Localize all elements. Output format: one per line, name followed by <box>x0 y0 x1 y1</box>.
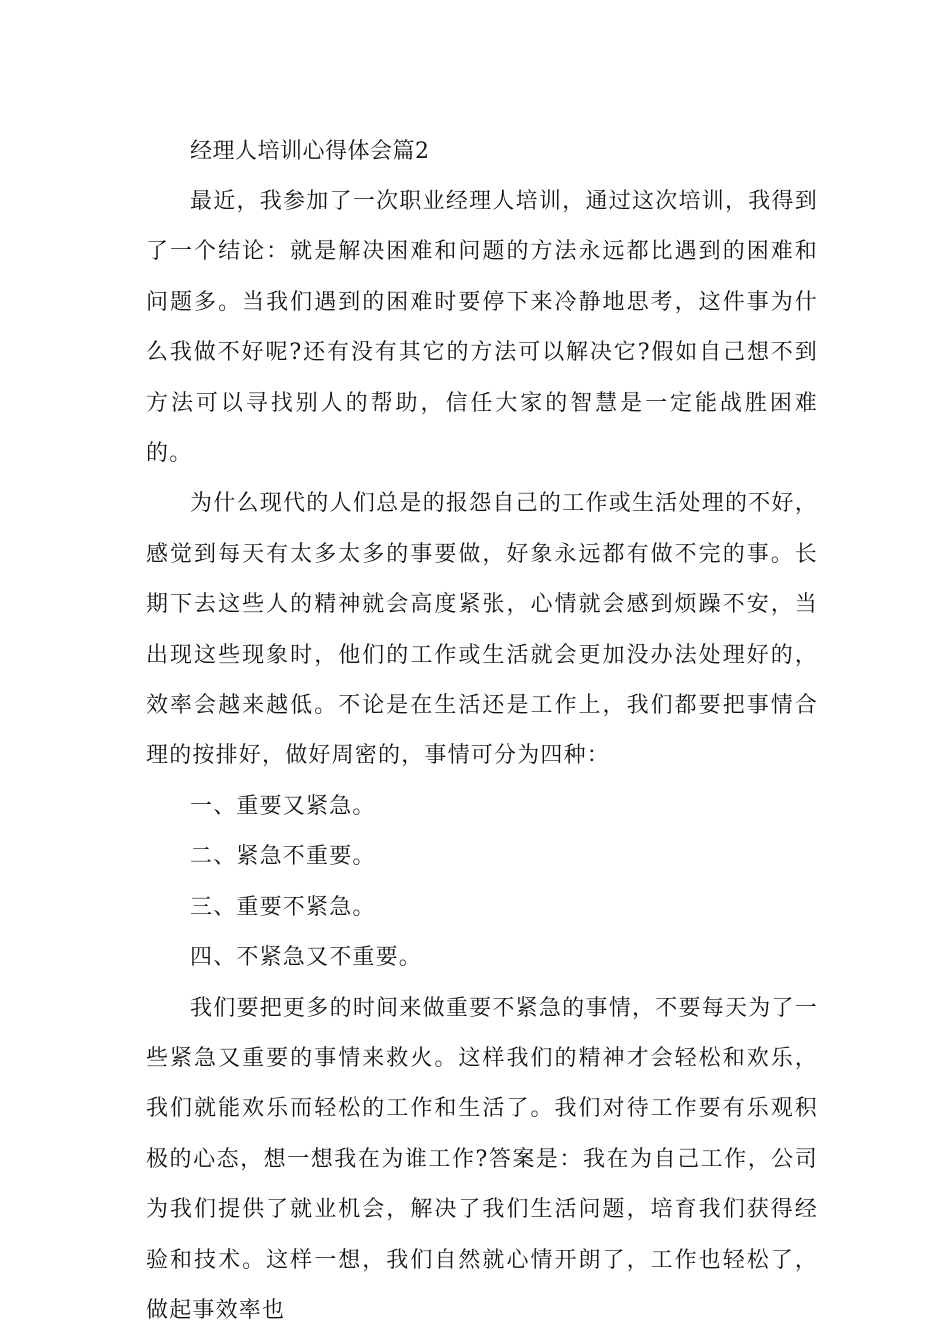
list-item-4: 四、不紧急又不重要。 <box>190 945 423 971</box>
list-item-1: 一、重要又紧急。 <box>190 793 376 819</box>
list-item-3: 三、重要不紧急。 <box>190 894 376 920</box>
paragraph-intro: 最近，我参加了一次职业经理人培训，通过这次培训，我得到了一个结论：就是解决困难和问题的方法永远都比遇到的困难和问题多。当我们遇到的困难时要停下来冷静地思考，这件事为什么我做不好呢?还有没有其它的方法可以解决它?假如自己想不到方法可以寻找别人的帮助，信任大家的智慧是一定能战胜困难的。 <box>146 189 818 467</box>
list-item-2: 二、紧急不重要。 <box>190 844 376 870</box>
document-title: 经理人培训心得体会篇2 <box>190 139 430 164</box>
document-page <box>146 127 818 1336</box>
paragraph-workload: 为什么现代的人们总是的报怨自己的工作或生活处理的不好，感觉到每天有太多太多的事要做，好象永远都有做不完的事。长期下去这些人的精神就会高度紧张，心情就会感到烦躁不安，当出现这些现象时，他们的工作或生活就会更加没办法处理好的，效率会越来越低。不论是在生活还是工作上，我们都要把事情合理的按排好，做好周密的，事情可分为四种： <box>146 491 818 769</box>
paragraph-closing: 我们要把更多的时间来做重要不紧急的事情，不要每天为了一些紧急又重要的事情来救火。这样我们的精神才会轻松和欢乐，我们就能欢乐而轻松的工作和生活了。我们对待工作要有乐观积极的心态，想一想我在为谁工作?答案是：我在为自己工作，公司为我们提供了就业机会，解决了我们生活问题，培育我们获得经验和技术。这样一想，我们自然就心情开朗了，工作也轻松了，做起事效率也 <box>146 995 818 1323</box>
